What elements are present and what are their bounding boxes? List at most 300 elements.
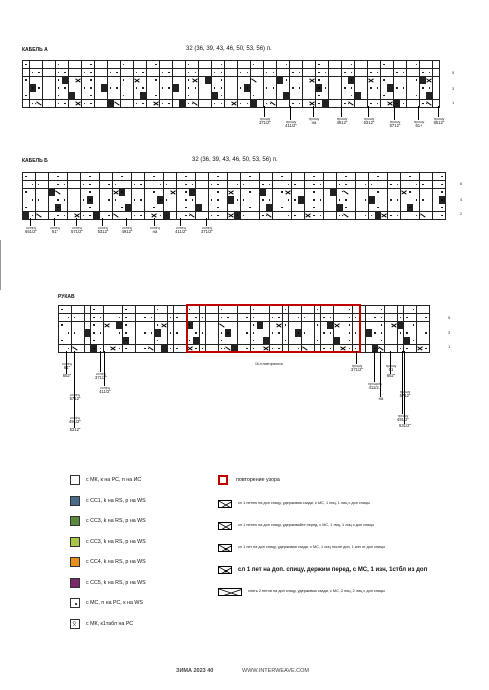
chart-cell: [335, 69, 341, 76]
chart-cell: [29, 204, 35, 211]
chart-cell: [251, 77, 257, 84]
chart-cell: [228, 204, 234, 211]
chart-cell: [355, 84, 361, 91]
chart-cell: [106, 181, 112, 188]
chart-cell: [361, 77, 367, 84]
chart-cell: [375, 181, 381, 188]
chart-cell: [342, 92, 348, 99]
chart-cell: [342, 77, 348, 84]
chart-cell: [292, 189, 298, 196]
chart-cell: [123, 314, 129, 321]
chart-cell: [251, 61, 257, 68]
chart-cell: [82, 84, 88, 91]
chart-cell: [330, 196, 336, 203]
chart-cell: [361, 69, 367, 76]
chart-cell: [374, 100, 380, 107]
chart-cell: [157, 189, 163, 196]
chart-a-label-value: 411/2": [285, 123, 297, 129]
chart-cell: [179, 84, 185, 91]
chart-cell: [116, 306, 122, 313]
chart-cell: [183, 204, 189, 211]
chart-cell: [23, 92, 29, 99]
chart-cell: [404, 314, 410, 321]
chart-cell: [348, 100, 354, 107]
chart-cell: [407, 100, 413, 107]
chart-cell: [270, 92, 276, 99]
chart-cell: [174, 337, 180, 344]
chart-cell: [388, 196, 394, 203]
chart-cell: [85, 314, 91, 321]
chart-cell: [168, 337, 174, 344]
chart-cell: [69, 61, 75, 68]
chart-cell: [186, 84, 192, 91]
chart-cell: [273, 196, 279, 203]
chart-cell: [75, 92, 81, 99]
chart-b-label-top: конец: [122, 226, 132, 230]
chart-cell: [283, 84, 289, 91]
chart-cell: [127, 84, 133, 91]
chart-cell: [417, 322, 423, 329]
chart-cell: [138, 212, 144, 219]
chart-cell: [209, 173, 215, 180]
chart-cell: [177, 196, 183, 203]
chart-cell: [161, 322, 167, 329]
chart-cell: [173, 77, 179, 84]
chart-c-left-tick: [66, 351, 67, 374]
chart-cell: [257, 61, 263, 68]
chart-cell: [155, 306, 161, 313]
chart-cell: [142, 306, 148, 313]
chart-cell: [426, 181, 432, 188]
chart-cell: [148, 329, 154, 336]
chart-cell: [375, 204, 381, 211]
chart-cell: [303, 84, 309, 91]
chart-cell: [404, 306, 410, 313]
chart-cell: [372, 314, 378, 321]
chart-cell: [68, 189, 74, 196]
chart-cell: [42, 212, 48, 219]
chart-cell: [394, 69, 400, 76]
chart-cell: [136, 329, 142, 336]
chart-cell: [356, 196, 362, 203]
chart-cell: [113, 212, 119, 219]
chart-cell: [330, 212, 336, 219]
chart-cell: [129, 337, 135, 344]
chart-cell: [121, 84, 127, 91]
chart-cell: [283, 61, 289, 68]
chart-cell: [183, 196, 189, 203]
chart-cell: [55, 189, 61, 196]
chart-cell: [209, 189, 215, 196]
chart-b-row-4: 4: [460, 197, 463, 202]
chart-cell: [356, 181, 362, 188]
chart-cell: [145, 196, 151, 203]
chart-cell: [394, 189, 400, 196]
chart-cell: [49, 196, 55, 203]
chart-cell: [355, 92, 361, 99]
chart-cell: [138, 181, 144, 188]
chart-cell: [104, 322, 110, 329]
chart-cell: [253, 196, 259, 203]
chart-cell: [400, 69, 406, 76]
margin-mark: [0, 240, 1, 290]
chart-cell: [121, 69, 127, 76]
chart-cell: [36, 181, 42, 188]
chart-cell: [173, 100, 179, 107]
chart-cell: [349, 189, 355, 196]
chart-cell: [433, 61, 439, 68]
chart-cell: [88, 77, 94, 84]
chart-cell: [87, 173, 93, 180]
chart-c-right-label: [380, 374, 402, 379]
chart-cell: [298, 204, 304, 211]
chart-cell: [157, 212, 163, 219]
chart-cell: [148, 306, 154, 313]
chart-cell: [93, 204, 99, 211]
chart-cell: [241, 204, 247, 211]
chart-cell: [192, 61, 198, 68]
chart-cell: [151, 181, 157, 188]
chart-cell: [366, 322, 372, 329]
chart-cell: [378, 329, 384, 336]
chart-cell: [387, 100, 393, 107]
chart-cell: [215, 189, 221, 196]
chart-a-label: [428, 117, 450, 126]
chart-cell: [151, 204, 157, 211]
chart-cell: [387, 61, 393, 68]
chart-cell: [413, 77, 419, 84]
chart-cell: [277, 77, 283, 84]
chart-cell: [388, 181, 394, 188]
chart-c-row-1: 1: [448, 344, 451, 349]
chart-cell: [228, 181, 234, 188]
chart-cell: [36, 204, 42, 211]
chart-cell: [292, 212, 298, 219]
chart-cell: [342, 61, 348, 68]
chart-cell: [394, 100, 400, 107]
chart-cell: [317, 181, 323, 188]
chart-c-left-label: [64, 428, 86, 433]
chart-cell: [348, 61, 354, 68]
chart-cell: [394, 173, 400, 180]
chart-cell: [433, 204, 439, 211]
chart-cell: [225, 61, 231, 68]
chart-cell: [231, 69, 237, 76]
chart-cell: [106, 204, 112, 211]
chart-cell: [174, 322, 180, 329]
chart-cell: [95, 69, 101, 76]
chart-cell: [225, 69, 231, 76]
chart-cell: [348, 77, 354, 84]
chart-cell: [168, 314, 174, 321]
chart-cell: [101, 69, 107, 76]
chart-cell: [49, 181, 55, 188]
chart-cell: [253, 181, 259, 188]
chart-cell: [97, 314, 103, 321]
chart-cell: [324, 204, 330, 211]
chart-cell: [110, 306, 116, 313]
chart-cell: [36, 212, 42, 219]
chart-cell: [69, 100, 75, 107]
chart-cell: [407, 61, 413, 68]
chart-cell: [74, 173, 80, 180]
chart-cell: [161, 329, 167, 336]
chart-cell: [433, 84, 439, 91]
chart-cell: [385, 306, 391, 313]
chart-cell: [168, 329, 174, 336]
chart-cell: [160, 84, 166, 91]
chart-cell: [93, 189, 99, 196]
chart-cell: [166, 100, 172, 107]
chart-cell: [42, 204, 48, 211]
chart-c-right-label: [394, 390, 416, 399]
chart-c-left-label-value: 61": [63, 365, 71, 371]
chart-cell: [316, 69, 322, 76]
chart-c-right-label-value: 411/2.": [368, 385, 382, 391]
chart-cell: [420, 196, 426, 203]
chart-b-tick: [54, 218, 55, 226]
chart-cell: [134, 61, 140, 68]
chart-c-right-label-value: 5712": [399, 393, 411, 399]
chart-cell: [292, 196, 298, 203]
chart-cell: [88, 84, 94, 91]
chart-cell: [116, 314, 122, 321]
chart-cell: [95, 100, 101, 107]
chart-a-label: [254, 117, 276, 126]
chart-cell: [362, 204, 368, 211]
chart-c-right-label: [364, 382, 386, 391]
chart-cell: [309, 92, 315, 99]
chart-b-row-2: 2: [460, 211, 463, 216]
chart-a-label: [358, 117, 380, 126]
chart-c-right-tick: [374, 351, 375, 382]
chart-b-sizes: 32 (36, 39, 43, 46, 50, 53, 56) п.: [192, 157, 278, 163]
chart-cell: [147, 77, 153, 84]
chart-cell: [305, 189, 311, 196]
chart-cell: [221, 181, 227, 188]
repeat-square-icon: [218, 475, 228, 485]
chart-b-label-value: 371/2": [201, 229, 213, 235]
chart-cell: [177, 204, 183, 211]
chart-cell: [343, 189, 349, 196]
chart-cell: [212, 61, 218, 68]
chart-cell: [273, 204, 279, 211]
chart-cell: [108, 84, 114, 91]
chart-cell: [23, 84, 29, 91]
chart-cell: [433, 92, 439, 99]
chart-cell: [329, 92, 335, 99]
chart-cell: [168, 306, 174, 313]
chart-cell: [349, 196, 355, 203]
chart-cell: [81, 173, 87, 180]
chart-cell: [97, 329, 103, 336]
chart-cell: [85, 322, 91, 329]
chart-c-right-tick: [356, 351, 357, 364]
chart-cell: [391, 306, 397, 313]
chart-cell: [381, 69, 387, 76]
chart-cell: [119, 204, 125, 211]
chart-cell: [93, 212, 99, 219]
chart-cell: [157, 181, 163, 188]
chart-cell: [391, 329, 397, 336]
chart-cell: [241, 196, 247, 203]
chart-cell: [61, 189, 67, 196]
chart-cell: [279, 212, 285, 219]
chart-cell: [378, 337, 384, 344]
chart-cell: [36, 92, 42, 99]
chart-cell: [303, 100, 309, 107]
chart-c-right-label-value: 491/2": [397, 417, 409, 423]
chart-cell: [205, 92, 211, 99]
chart-cell: [391, 345, 397, 352]
chart-cell: [264, 69, 270, 76]
chart-cell: [238, 100, 244, 107]
chart-cell: [316, 100, 322, 107]
chart-cell: [311, 204, 317, 211]
chart-cell: [129, 345, 135, 352]
chart-cell: [138, 173, 144, 180]
chart-cell: [247, 181, 253, 188]
chart-cell: [285, 204, 291, 211]
cable-symbol-icon: [218, 588, 242, 596]
chart-cell: [228, 196, 234, 203]
chart-cell: [69, 77, 75, 84]
chart-cell: [362, 173, 368, 180]
chart-cell: [186, 69, 192, 76]
chart-cell: [385, 322, 391, 329]
chart-cell: [290, 61, 296, 68]
chart-cell: [81, 212, 87, 219]
chart-cell: [164, 181, 170, 188]
chart-cell: [170, 212, 176, 219]
chart-cell: [241, 212, 247, 219]
chart-b-label-top: конец: [202, 226, 212, 230]
chart-cell: [164, 212, 170, 219]
chart-cell: [273, 212, 279, 219]
chart-a-label-value: 5312": [363, 120, 375, 126]
chart-cell: [93, 181, 99, 188]
chart-cell: [125, 204, 131, 211]
chart-cell: [173, 69, 179, 76]
chart-cell: [369, 212, 375, 219]
chart-cell: [228, 189, 234, 196]
chart-cell: [234, 181, 240, 188]
chart-cell: [277, 61, 283, 68]
chart-cell: [30, 77, 36, 84]
chart-cell: [170, 181, 176, 188]
chart-cell: [138, 189, 144, 196]
chart-cell: [244, 61, 250, 68]
chart-cell: [309, 69, 315, 76]
chart-cell: [82, 61, 88, 68]
chart-cell: [218, 61, 224, 68]
chart-cell: [69, 69, 75, 76]
chart-cell: [166, 69, 172, 76]
chart-cell: [241, 189, 247, 196]
chart-cell: [298, 212, 304, 219]
chart-cell: [56, 84, 62, 91]
chart-cell: [270, 84, 276, 91]
chart-cell: [292, 173, 298, 180]
chart-cell: [218, 100, 224, 107]
chart-cell: [101, 77, 107, 84]
chart-cell: [78, 329, 84, 336]
cable-legend-text: сл 1 петлю на доп спицу, удерживайте перед, с МС, 1 лиц, 1 лиц с доп спицы: [238, 523, 375, 527]
chart-cell: [43, 77, 49, 84]
chart-c-right-label: [392, 414, 414, 423]
chart-cell: [125, 196, 131, 203]
chart-c-right-label: [394, 424, 416, 429]
chart-cell: [145, 212, 151, 219]
chart-cell: [36, 100, 42, 107]
chart-cell: [147, 92, 153, 99]
chart-cell: [147, 84, 153, 91]
chart-cell: [400, 100, 406, 107]
chart-b-grid: [22, 172, 446, 220]
chart-cell: [361, 61, 367, 68]
chart-cell: [366, 314, 372, 321]
chart-b-label-top: конец: [26, 226, 36, 230]
chart-cell: [155, 329, 161, 336]
chart-cell: [166, 61, 172, 68]
chart-cell: [404, 322, 410, 329]
chart-cell: [155, 314, 161, 321]
chart-cell: [234, 204, 240, 211]
chart-cell: [413, 196, 419, 203]
chart-cell: [368, 61, 374, 68]
chart-cell: [260, 181, 266, 188]
chart-cell: [106, 173, 112, 180]
chart-cell: [148, 314, 154, 321]
chart-cell: [127, 77, 133, 84]
chart-cell: [101, 84, 107, 91]
chart-cell: [413, 84, 419, 91]
chart-cell: [296, 100, 302, 107]
legend-left-text: с МС, п на РС, к на WS: [86, 600, 143, 606]
legend-left-text: с СС4, k на RS, p на WS: [86, 559, 146, 565]
chart-cell: [127, 100, 133, 107]
chart-cell: [381, 100, 387, 107]
chart-a-tick: [313, 106, 314, 117]
chart-cell: [266, 196, 272, 203]
chart-cell: [309, 61, 315, 68]
chart-cell: [296, 92, 302, 99]
chart-cell: [277, 69, 283, 76]
chart-cell: [283, 77, 289, 84]
chart-cell: [212, 77, 218, 84]
chart-cell: [426, 92, 432, 99]
chart-cell: [356, 212, 362, 219]
chart-cell: [305, 204, 311, 211]
chart-cell: [42, 181, 48, 188]
chart-cell: [385, 314, 391, 321]
chart-cell: [368, 77, 374, 84]
chart-cell: [168, 322, 174, 329]
chart-cell: [343, 204, 349, 211]
chart-cell: [417, 337, 423, 344]
chart-cell: [270, 61, 276, 68]
chart-cell: [253, 173, 259, 180]
chart-cell: [361, 100, 367, 107]
chart-cell: [151, 196, 157, 203]
cable-legend-text: сл 1 петлю на доп спицу, удерживая сзади, с МС, 1 лиц, 1 лиц с доп спицы: [238, 501, 370, 505]
chart-cell: [30, 69, 36, 76]
chart-cell: [87, 204, 93, 211]
chart-cell: [129, 329, 135, 336]
chart-cell: [335, 92, 341, 99]
chart-cell: [420, 173, 426, 180]
chart-cell: [322, 69, 328, 76]
